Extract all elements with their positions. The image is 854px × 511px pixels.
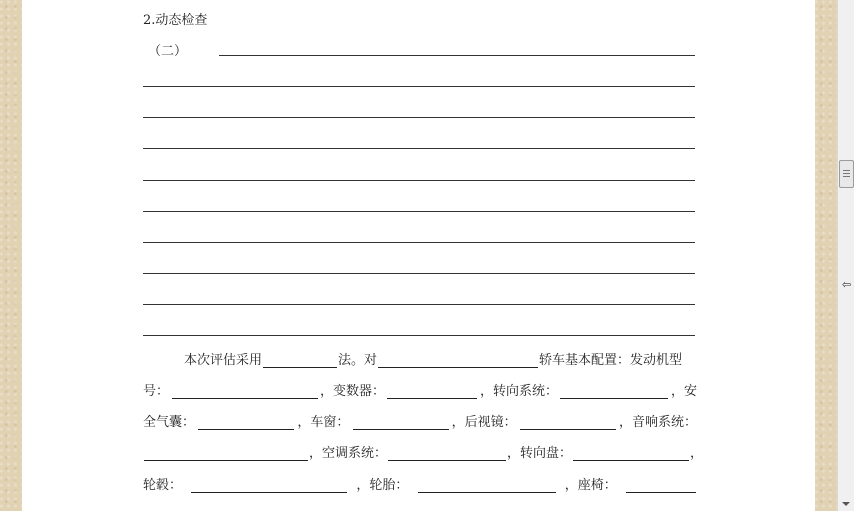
fill-blank-hub[interactable] <box>191 479 347 493</box>
thumb-grip <box>843 170 850 171</box>
fill-blank-steering-system[interactable] <box>560 385 668 399</box>
background-right <box>815 0 837 511</box>
fill-blank-air-conditioning[interactable] <box>388 447 506 461</box>
paragraph-line-3 <box>143 412 697 430</box>
text-segment: ，音响系统： <box>618 415 697 430</box>
chevron-down-icon[interactable] <box>842 502 850 506</box>
paragraph-line-2 <box>143 381 697 399</box>
answer-line <box>143 211 695 212</box>
text-segment: 轿车基本配置：发动机型 <box>539 353 683 368</box>
fill-blank-method[interactable] <box>263 354 337 368</box>
text-segment: 轮毂： <box>143 478 183 493</box>
paragraph-line-5 <box>143 475 697 493</box>
fill-blank-transmission[interactable] <box>387 385 477 399</box>
fill-blank-window[interactable] <box>353 416 449 430</box>
text-segment: ，车窗： <box>297 415 350 430</box>
text-segment: ，座椅： <box>564 478 617 493</box>
vertical-scrollbar[interactable] <box>837 0 854 511</box>
answer-line <box>219 55 695 56</box>
document-page <box>22 0 815 511</box>
text-segment: 本次评估采用 <box>184 353 263 368</box>
text-segment: ，空调系统： <box>309 446 388 461</box>
fill-blank-seat[interactable] <box>626 479 696 493</box>
fill-blank-airbag[interactable] <box>198 416 294 430</box>
answer-line <box>143 117 695 118</box>
fill-blank-car[interactable] <box>378 354 538 368</box>
answer-line <box>143 86 695 87</box>
fill-blank-tire[interactable] <box>418 479 556 493</box>
text-segment: ，转向盘： <box>507 446 573 461</box>
fill-blank-mirror[interactable] <box>520 416 616 430</box>
resize-cursor-icon: ⇦ <box>842 278 852 291</box>
fill-blank-audio-system[interactable] <box>144 447 308 461</box>
answer-line <box>143 304 695 305</box>
fill-blank-engine-model[interactable] <box>172 385 318 399</box>
text-segment: 号： <box>143 384 170 399</box>
text-segment: ， <box>690 446 704 461</box>
sub-item-label: （二） <box>148 44 188 59</box>
answer-line <box>143 242 695 243</box>
text-segment: 全气囊： <box>143 415 196 430</box>
text-segment: ，安 <box>670 384 697 399</box>
scroll-thumb[interactable] <box>839 160 854 188</box>
thumb-grip <box>843 176 850 177</box>
text-segment: ，转向系统： <box>479 384 558 399</box>
answer-line <box>143 180 695 181</box>
answer-line <box>143 335 695 336</box>
thumb-grip <box>843 173 850 174</box>
background-left <box>0 0 22 511</box>
text-segment: ，后视镜： <box>451 415 517 430</box>
answer-line <box>143 148 695 149</box>
text-segment: ，变数器： <box>319 384 385 399</box>
paragraph-line-4 <box>143 443 704 461</box>
text-segment: 法。对 <box>338 353 378 368</box>
paragraph-line-1 <box>143 350 697 368</box>
fill-blank-steering-wheel[interactable] <box>573 447 689 461</box>
section-heading: 2.动态检查 <box>143 13 208 28</box>
answer-line <box>143 273 695 274</box>
text-segment: ，轮胎： <box>356 478 409 493</box>
